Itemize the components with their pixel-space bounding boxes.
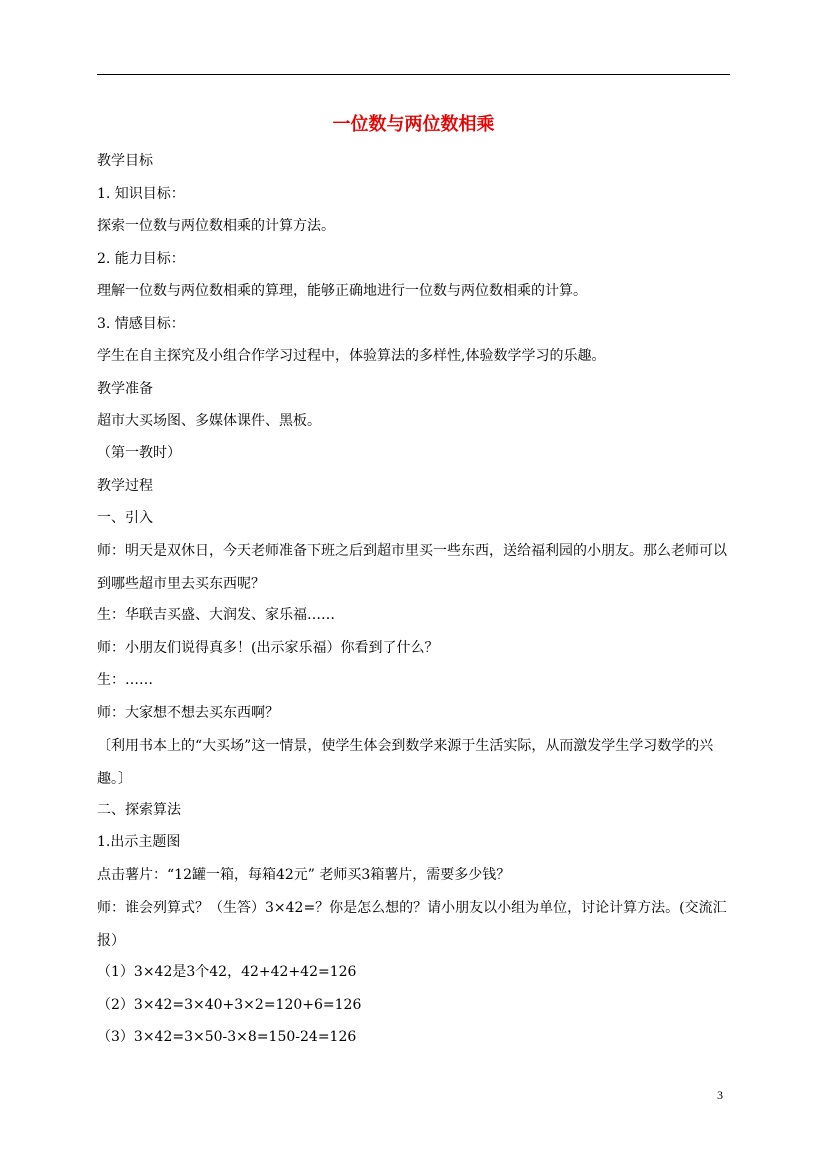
- header-rule: [97, 74, 730, 75]
- preparation-text: 超市大买场图、多媒体课件、黑板。: [97, 413, 321, 429]
- teacher-line-2: 师：小朋友们说得真多！(出示家乐福）你看到了什么？: [97, 640, 439, 656]
- student-line-2: 生：……: [97, 672, 153, 688]
- objective-1-text: 探索一位数与两位数相乘的计算方法。: [97, 218, 335, 234]
- teacher-line-4: 师：谁会列算式？（生答）3×42=？你是怎么想的？请小朋友以小组为单位，讨论计算方法。(交流汇报）: [97, 900, 727, 949]
- objective-3-heading: 3. 情感目标：: [97, 316, 185, 332]
- method-3: （3）3×42=3×50-3×8=150-24=126: [97, 1029, 357, 1045]
- design-note: 〔利用书本上的“大买场”这一情景，使学生体会到数学来源于生活实际，从而激发学生学习数学的兴趣。〕: [97, 738, 714, 787]
- chips-problem: 点击薯片：“12罐一箱，每箱42元” 老师买3箱薯片，需要多少钱？: [97, 867, 511, 883]
- part-1-heading: 一、引入: [97, 510, 153, 526]
- objective-2-text: 理解一位数与两位数相乘的算理，能够正确地进行一位数与两位数相乘的计算。: [97, 283, 587, 299]
- step-1-heading: 1.出示主题图: [97, 834, 181, 850]
- student-line-1: 生：华联吉买盛、大润发、家乐福……: [97, 607, 335, 623]
- teacher-line-1: 师：明天是双休日，今天老师准备下班之后到超市里买一些东西，送给福利园的小朋友。那么老师可以到哪些超市里去买东西呢？: [97, 543, 727, 592]
- objective-3-text: 学生在自主探究及小组合作学习过程中，体验算法的多样性,体验数学学习的乐趣。: [97, 348, 606, 364]
- section-heading-process: 教学过程: [97, 478, 153, 494]
- method-1: （1）3×42是3个42，42+42+42=126: [97, 964, 357, 980]
- lesson-period: （第一教时）: [97, 445, 181, 461]
- document-title: 一位数与两位数相乘: [332, 114, 495, 135]
- objective-2-heading: 2. 能力目标：: [97, 251, 185, 267]
- objective-1-heading: 1. 知识目标：: [97, 186, 185, 202]
- page-number: 3: [717, 1088, 723, 1102]
- section-heading-objectives: 教学目标: [97, 153, 153, 169]
- section-heading-preparation: 教学准备: [97, 381, 153, 397]
- part-2-heading: 二、探索算法: [97, 802, 181, 818]
- method-2: （2）3×42=3×40+3×2=120+6=126: [97, 997, 362, 1013]
- teacher-line-3: 师：大家想不想去买东西啊？: [97, 705, 279, 721]
